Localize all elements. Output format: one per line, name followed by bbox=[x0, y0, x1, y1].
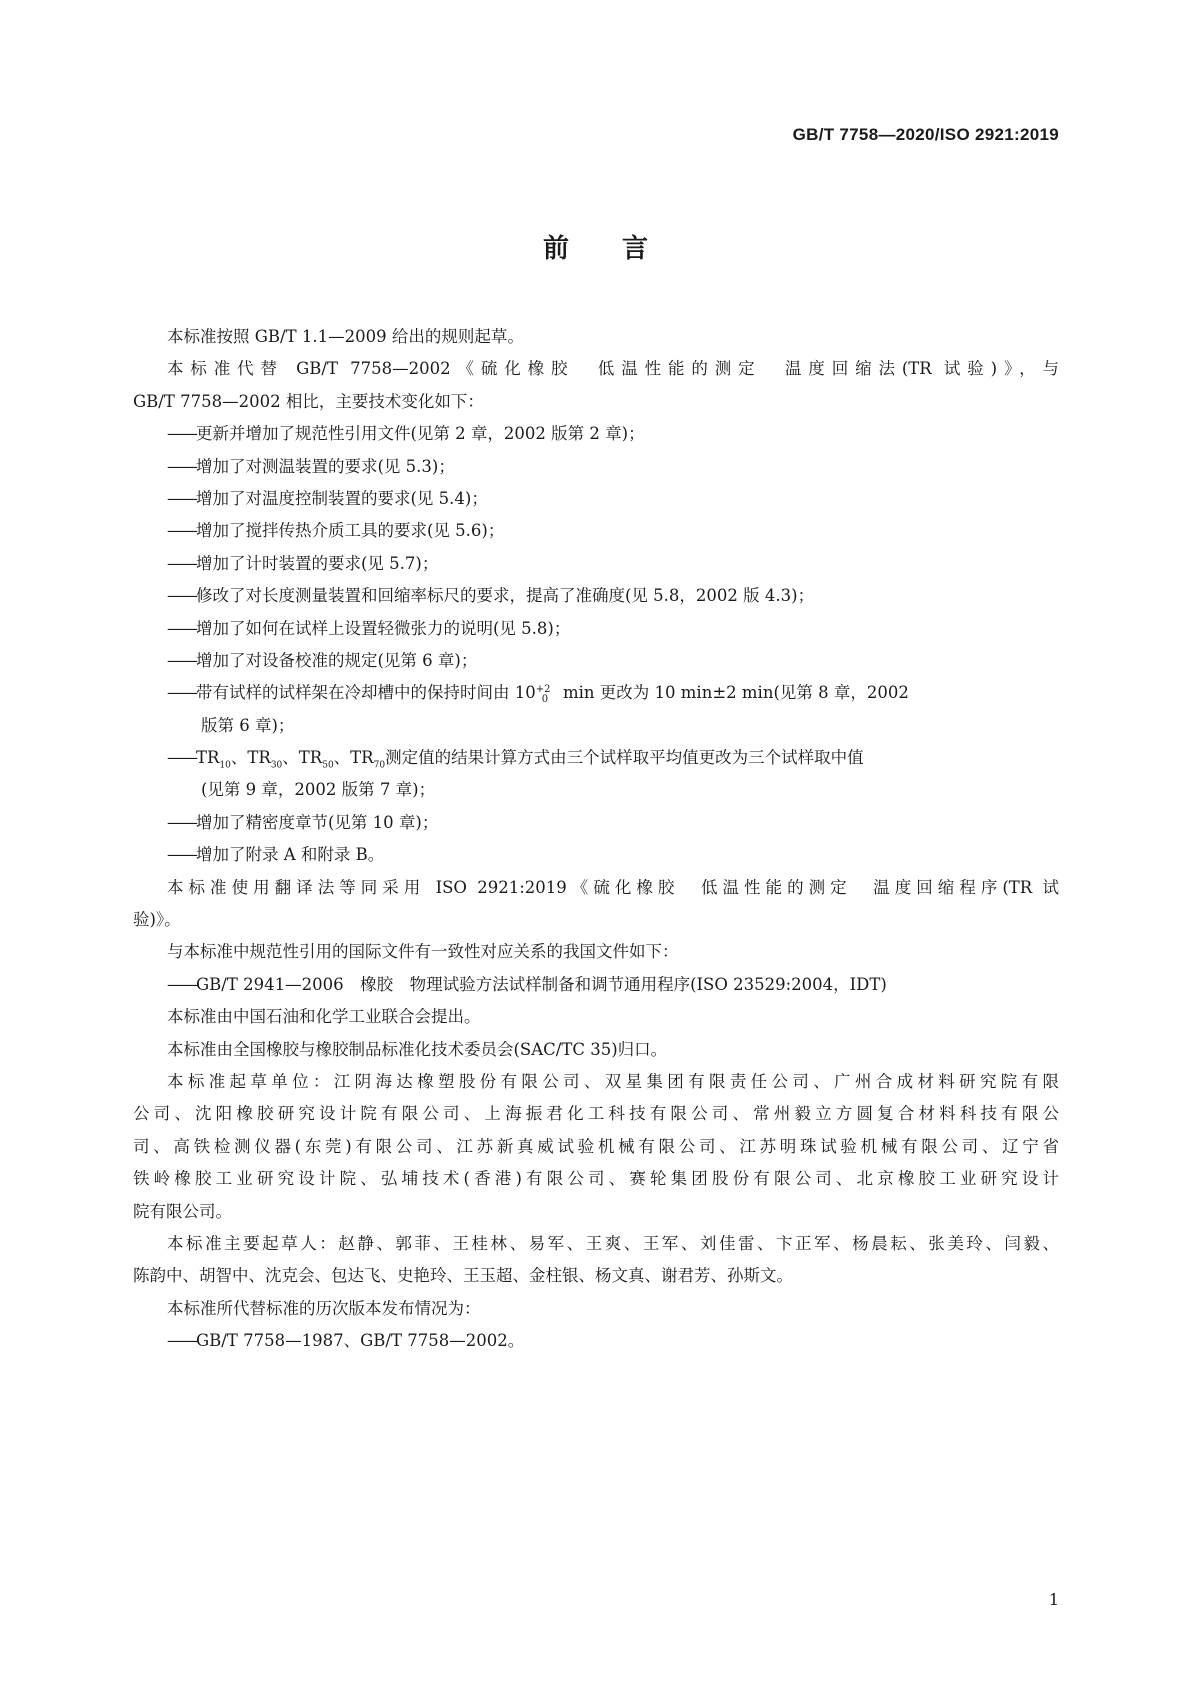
paragraph-line: 与本标准中规范性引用的国际文件有一致性对应关系的我国文件如下： bbox=[167, 942, 679, 962]
list-item: —— GB/T 2941—2006 橡胶 物理试验方法试样制备和调节通用程序(ISO 23529:2004，IDT) bbox=[133, 969, 1059, 1001]
list-item: —— 增加了对温度控制装置的要求(见 5.4)； bbox=[133, 483, 1059, 515]
paragraph-line: 本标准代替 GB/T 7758—2002《硫化橡胶 低温性能的测定 温度回缩法(TR 试验)》，与 bbox=[167, 359, 1059, 379]
tr-subscript: 10 bbox=[219, 760, 231, 771]
list-item-text: 带有试样的试样架在冷却槽中的保持时间由 10 bbox=[196, 683, 536, 703]
paragraph-line: 院有限公司。 bbox=[133, 1201, 232, 1221]
paragraph-line: 本标准使用翻译法等同采用 ISO 2921:2019《硫化橡胶 低温性能的测定 温度回缩程序(TR 试 bbox=[167, 877, 1059, 897]
page-number: 1 bbox=[1048, 1590, 1059, 1609]
tr-symbol: TR bbox=[196, 748, 220, 768]
paragraph-line: 本标准按照 GB/T 1.1—2009 给出的规则起草。 bbox=[167, 327, 524, 346]
paragraph-line: 公司、沈阳橡胶研究设计院有限公司、上海振君化工科技有限公司、常州毅立方圆复合材料科技有限公 bbox=[133, 1104, 1059, 1124]
list-item bbox=[133, 677, 1059, 709]
separator: 、 bbox=[282, 748, 299, 768]
list-item-continuation: 版第 6 章)； bbox=[201, 715, 295, 735]
list-item-continuation: (见第 9 章，2002 版第 7 章)； bbox=[201, 780, 436, 800]
list-item: —— 更新并增加了规范性引用文件(见第 2 章，2002 版第 2 章)； bbox=[133, 418, 1059, 450]
paragraph-line: 本标准起草单位：江阴海达橡塑股份有限公司、双星集团有限责任公司、广州合成材料研究院有限 bbox=[167, 1071, 1059, 1091]
paragraph-line: 本标准主要起草人：赵静、郭菲、王桂林、易军、王爽、王军、刘佳雷、卞正军、杨晨耘、张美玲、闫毅、 bbox=[167, 1233, 1059, 1253]
list-item: —— 修改了对长度测量装置和回缩率标尺的要求，提高了准确度(见 5.8，2002 版 4.3)； bbox=[133, 580, 1059, 612]
list-item: —— 增加了搅拌传热介质工具的要求(见 5.6)； bbox=[133, 515, 1059, 547]
tr-subscript: 50 bbox=[322, 760, 334, 771]
list-item: —— 增加了计时装置的要求(见 5.7)； bbox=[133, 548, 1059, 580]
tolerance-upper: +2 bbox=[535, 683, 551, 695]
list-item-text: 测定值的结果计算方式由三个试样取平均值更改为三个试样取中值 bbox=[385, 748, 864, 768]
title-char-2: 言 bbox=[622, 234, 649, 264]
page-title bbox=[0, 228, 1191, 265]
list-item: —— 增加了精密度章节(见第 10 章)； bbox=[133, 807, 1059, 839]
separator: 、 bbox=[333, 748, 351, 768]
list-item: —— GB/T 7758—1987、GB/T 7758—2002。 bbox=[133, 1325, 1059, 1357]
tr-symbol: TR bbox=[247, 748, 271, 768]
tr-subscript: 70 bbox=[373, 760, 386, 771]
title-char-1: 前 bbox=[542, 234, 569, 264]
paragraph-line: 本标准所代替标准的历次版本发布情况为： bbox=[167, 1298, 481, 1318]
tolerance-notation bbox=[536, 684, 558, 704]
tr-subscript: 30 bbox=[270, 760, 283, 771]
paragraph-line: 本标准由全国橡胶与橡胶制品标准化技术委员会(SAC/TC 35)归口。 bbox=[167, 1039, 668, 1059]
list-item-text: min 更改为 10 min±2 min(见第 8 章，2002 bbox=[557, 683, 909, 703]
list-item: —— 增加了附录 A 和附录 B。 bbox=[133, 839, 1059, 871]
standard-code: GB/T 7758—2020/ISO 2921:2019 bbox=[792, 125, 1059, 144]
list-item: —— 增加了如何在试样上设置轻微张力的说明(见 5.8)； bbox=[133, 613, 1059, 645]
paragraph-line: GB/T 7758—2002 相比，主要技术变化如下： bbox=[133, 391, 484, 411]
tr-symbol: TR bbox=[298, 748, 323, 768]
foreword-body bbox=[133, 321, 1059, 1358]
list-item: —— 增加了对测温装置的要求(见 5.3)； bbox=[133, 451, 1059, 483]
separator: 、 bbox=[230, 748, 248, 768]
paragraph-line: 本标准由中国石油和化学工业联合会提出。 bbox=[167, 1007, 481, 1027]
list-item: —— 增加了对设备校准的规定(见第 6 章)； bbox=[133, 645, 1059, 677]
paragraph-line: 陈韵中、胡智中、沈克会、包达飞、史艳玲、王玉超、金柱银、杨文真、谢君芳、孙斯文。 bbox=[133, 1266, 793, 1286]
paragraph-line: 铁岭橡胶工业研究设计院、弘埔技术(香港)有限公司、赛轮集团股份有限公司、北京橡胶工业研究设计 bbox=[133, 1169, 1059, 1189]
list-item bbox=[133, 742, 1059, 774]
paragraph-line: 验)》。 bbox=[133, 910, 181, 930]
tolerance-lower: 0 bbox=[541, 693, 549, 705]
tr-symbol: TR bbox=[350, 748, 374, 768]
paragraph-line: 司、高铁检测仪器(东莞)有限公司、江苏新真威试验机械有限公司、江苏明珠试验机械有限公司、辽宁省 bbox=[133, 1136, 1059, 1156]
